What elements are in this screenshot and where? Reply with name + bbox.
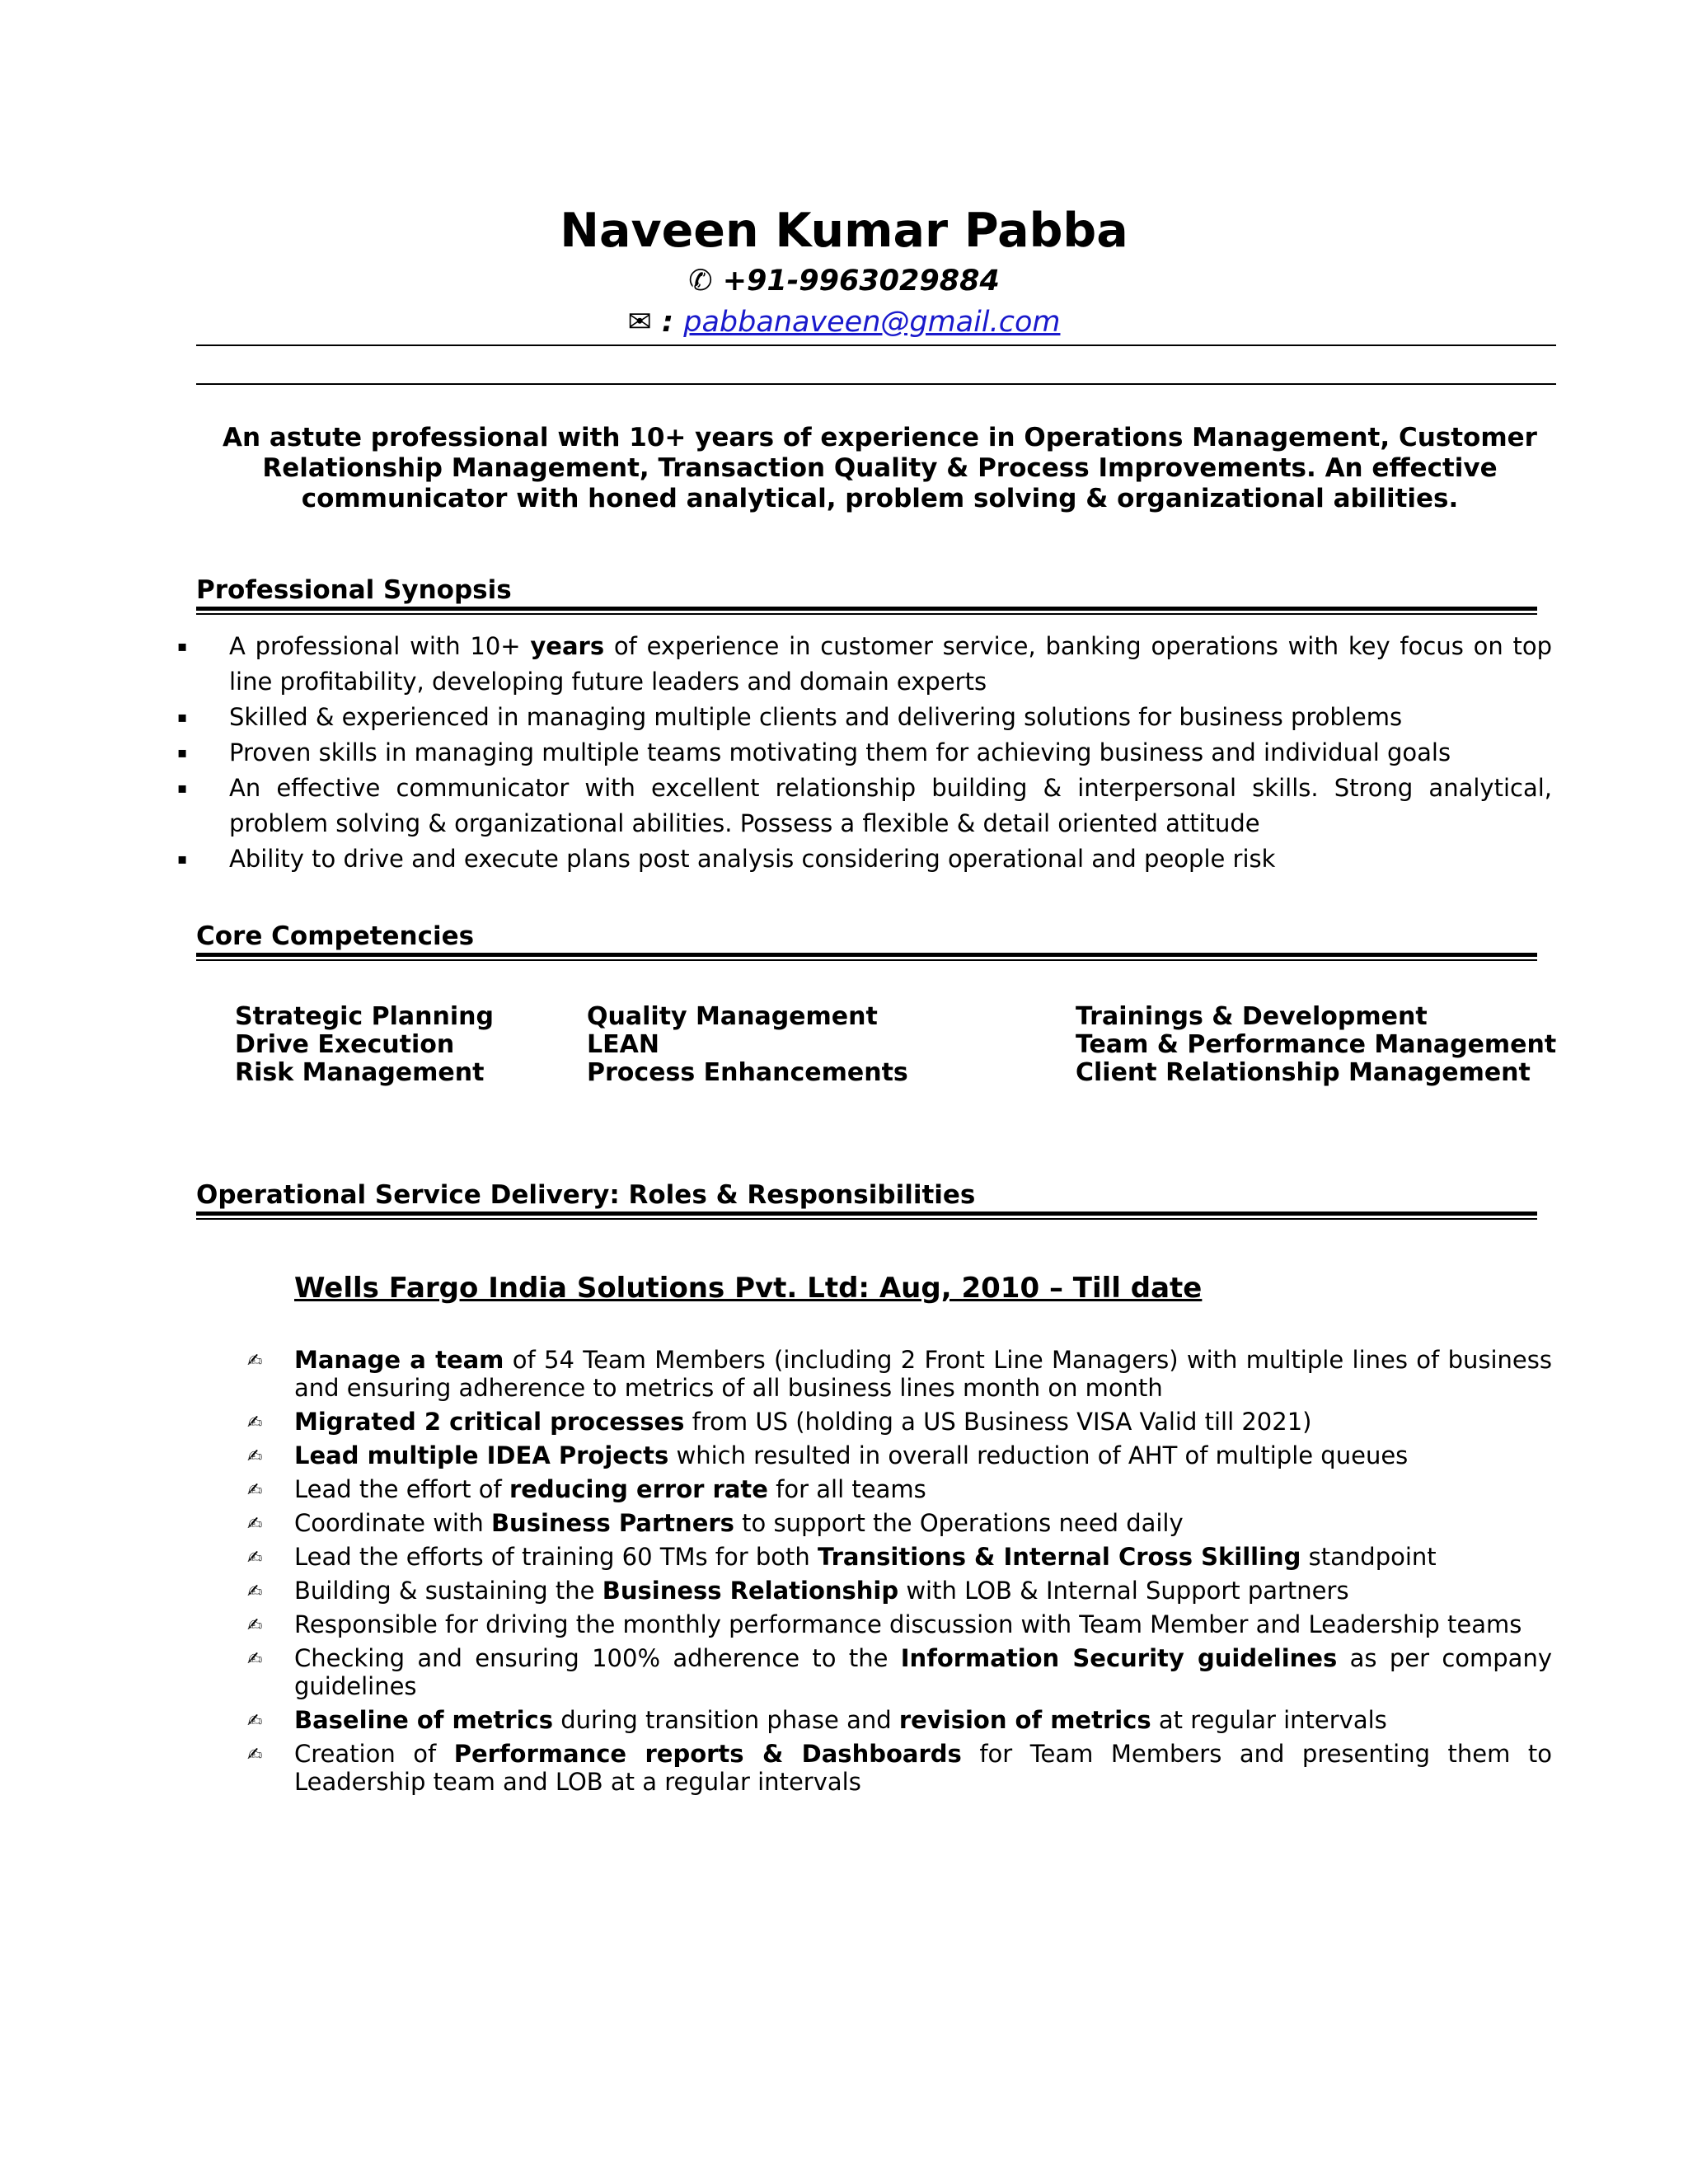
phone-number: +91-9963029884 <box>722 265 1000 298</box>
responsibility-item <box>247 1644 1552 1700</box>
responsibility-text: during transition phase and <box>552 1706 899 1734</box>
writing-hand-icon: ✍ <box>247 1514 263 1535</box>
synopsis-text: Ability to drive and execute plans post analysis considering operational and people risk <box>229 845 1276 873</box>
writing-hand-icon: ✍ <box>247 1582 263 1602</box>
synopsis-text: A professional with 10+ <box>229 632 531 660</box>
competency-column-3 <box>1076 1003 1556 1087</box>
writing-hand-icon: ✍ <box>247 1615 263 1636</box>
writing-hand-icon: ✍ <box>247 1745 263 1765</box>
responsibility-text: Information Security guidelines <box>900 1644 1338 1672</box>
email-separator: : <box>662 306 674 339</box>
writing-hand-icon: ✍ <box>247 1649 263 1670</box>
responsibility-text: as per company guidelines <box>294 1644 1552 1700</box>
square-bullet-icon: ▪ <box>177 780 188 797</box>
section-title-competencies: Core Competencies <box>196 921 475 951</box>
responsibility-text: Coordinate with <box>294 1509 491 1537</box>
synopsis-item <box>177 841 1552 877</box>
responsibility-text: Lead the efforts of training 60 TMs for both <box>294 1543 818 1571</box>
responsibility-item <box>247 1706 1552 1734</box>
responsibility-text: to support the Operations need daily <box>734 1509 1184 1537</box>
section-title-synopsis: Professional Synopsis <box>196 575 512 605</box>
responsibility-text: at regular intervals <box>1151 1706 1387 1734</box>
responsibility-text: for all teams <box>767 1475 926 1503</box>
writing-hand-icon: ✍ <box>247 1711 263 1732</box>
synopsis-item <box>177 700 1552 735</box>
responsibility-text: Building & sustaining the <box>294 1577 603 1605</box>
responsibility-text: Business Relationship <box>602 1577 899 1605</box>
responsibility-text: Lead the effort of <box>294 1475 509 1503</box>
competency-item: LEAN <box>587 1030 659 1059</box>
responsibility-item <box>247 1543 1552 1571</box>
competency-item: Risk Management <box>235 1058 485 1087</box>
responsibility-text: standpoint <box>1301 1543 1437 1571</box>
responsibility-item <box>247 1577 1552 1605</box>
synopsis-item <box>177 735 1552 771</box>
responsibility-text: Creation of <box>294 1740 454 1768</box>
responsibility-text: reducing error rate <box>509 1475 768 1503</box>
responsibility-item <box>247 1475 1552 1503</box>
section-title-delivery: Operational Service Delivery: Roles & Responsibilities <box>196 1180 976 1210</box>
competency-item: Client Relationship Management <box>1076 1058 1531 1087</box>
header-rule-bottom <box>196 383 1556 385</box>
square-bullet-icon: ▪ <box>177 851 188 868</box>
competency-item: Team & Performance Management <box>1076 1030 1557 1059</box>
competency-item: Process Enhancements <box>587 1058 908 1087</box>
company-heading: Wells Fargo India Solutions Pvt. Ltd: Aug, 2010 – Till date <box>294 1272 1203 1305</box>
square-bullet-icon: ▪ <box>177 709 188 726</box>
responsibility-item <box>247 1441 1552 1469</box>
section-rule-delivery <box>196 1212 1537 1220</box>
synopsis-item <box>177 771 1552 841</box>
synopsis-item <box>177 629 1552 700</box>
phone-line <box>0 262 1688 300</box>
competency-item: Strategic Planning <box>235 1002 495 1031</box>
square-bullet-icon: ▪ <box>177 744 188 762</box>
competency-column-2 <box>587 1003 908 1087</box>
synopsis-list <box>177 629 1552 877</box>
synopsis-text: of experience in customer service, banking operations with key focus on top line profitability, developing future leaders and domain experts <box>229 632 1552 696</box>
synopsis-text: years <box>530 632 605 660</box>
synopsis-text: Proven skills in managing multiple teams motivating them for achieving business and individual goals <box>229 738 1451 766</box>
synopsis-text: An effective communicator with excellent relationship building & interpersonal skills. Strong analytical, problem solving & organizational abilities. Possess a flexible & detail oriented attitude <box>229 774 1552 837</box>
header-rule-top <box>196 344 1556 346</box>
responsibility-text: which resulted in overall reduction of AHT of multiple queues <box>668 1441 1409 1469</box>
responsibility-text: with LOB & Internal Support partners <box>898 1577 1349 1605</box>
responsibility-text: Responsible for driving the monthly performance discussion with Team Member and Leadership teams <box>294 1610 1522 1638</box>
professional-summary: An astute professional with 10+ years of experience in Operations Management, Customer Relationship Management, Transaction Quality & Process Improvements. An effective communicator with honed analytical, problem solving & organizational abilities. <box>223 423 1537 513</box>
responsibility-item <box>247 1610 1552 1638</box>
phone-icon: ✆ <box>688 265 713 298</box>
responsibility-text: Business Partners <box>490 1509 734 1537</box>
responsibility-text: Baseline of metrics <box>294 1706 553 1734</box>
responsibility-item <box>247 1509 1552 1537</box>
responsibility-text: revision of metrics <box>898 1706 1151 1734</box>
writing-hand-icon: ✍ <box>247 1548 263 1568</box>
responsibility-item <box>247 1346 1552 1402</box>
writing-hand-icon: ✍ <box>247 1413 263 1433</box>
square-bullet-icon: ▪ <box>177 638 188 655</box>
section-rule-synopsis <box>196 607 1537 615</box>
responsibility-text: Performance reports & Dashboards <box>453 1740 962 1768</box>
competency-item: Quality Management <box>587 1002 878 1031</box>
section-rule-competencies <box>196 953 1537 961</box>
competency-column-1 <box>235 1003 494 1087</box>
responsibility-text: Lead multiple IDEA Projects <box>294 1441 669 1469</box>
envelope-icon: ✉ <box>627 306 652 339</box>
responsibility-text: Migrated 2 critical processes <box>294 1408 685 1436</box>
writing-hand-icon: ✍ <box>247 1351 263 1371</box>
responsibility-text: from US (holding a US Business VISA Valid till 2021) <box>684 1408 1312 1436</box>
competency-item: Drive Execution <box>235 1030 455 1059</box>
email-line <box>0 303 1688 341</box>
responsibility-text: of 54 Team Members (including 2 Front Line Managers) with multiple lines of business and ensuring adherence to metrics of all business lines month on month <box>294 1346 1552 1402</box>
responsibility-text: Manage a team <box>294 1346 504 1374</box>
writing-hand-icon: ✍ <box>247 1480 263 1501</box>
responsibility-text: for Team Members and presenting them to Leadership team and LOB at a regular intervals <box>294 1740 1553 1796</box>
responsibility-item <box>247 1408 1552 1436</box>
candidate-name: Naveen Kumar Pabba <box>560 204 1128 258</box>
email-link[interactable]: pabbanaveen@gmail.com <box>683 306 1061 339</box>
responsibility-text: Checking and ensuring 100% adherence to the <box>294 1644 901 1672</box>
responsibility-item <box>247 1740 1552 1796</box>
synopsis-text: Skilled & experienced in managing multiple clients and delivering solutions for business problems <box>229 703 1403 731</box>
writing-hand-icon: ✍ <box>247 1446 263 1467</box>
responsibilities-list <box>247 1346 1552 1802</box>
competency-item: Trainings & Development <box>1076 1002 1428 1031</box>
responsibility-text: Transitions & Internal Cross Skilling <box>818 1543 1301 1571</box>
